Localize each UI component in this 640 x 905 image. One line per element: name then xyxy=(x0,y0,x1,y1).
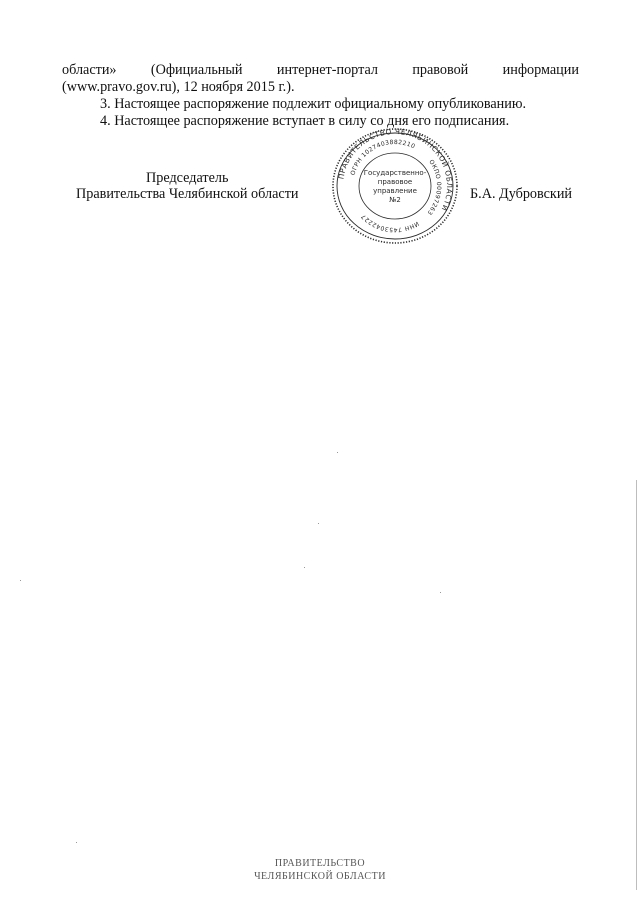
signature-name: Б.А. Дубровский xyxy=(470,186,573,202)
seal-ogrn-text: ОГРН 1027403882210 xyxy=(349,138,417,177)
scan-edge-line xyxy=(636,480,637,890)
scan-speck xyxy=(76,842,77,843)
footer-line-2: ЧЕЛЯБИНСКОЙ ОБЛАСТИ xyxy=(254,871,386,882)
seal-inn-text: ИНН 7453042227 xyxy=(359,212,420,234)
word-5: информации xyxy=(502,62,579,78)
item-4: 4. Настоящее распоряжение вступает в силу со дня его подписания. xyxy=(100,113,510,129)
seal-center-line-3: управление xyxy=(373,187,417,195)
seal-center-line-1: Государственно- xyxy=(363,169,427,177)
paragraph-1-line-1 xyxy=(62,62,579,79)
scan-speck xyxy=(318,523,319,524)
paragraph-1-line-2: (www.pravo.gov.ru), 12 ноября 2015 г.). xyxy=(62,79,295,95)
signature-title-line-1: Председатель xyxy=(146,170,229,186)
seal-okpo-text: ОКПО 00097263 xyxy=(425,158,443,217)
seal-center-line-4: №2 xyxy=(389,196,401,204)
scan-speck xyxy=(20,580,21,581)
word-2: (Официальный xyxy=(150,62,243,78)
seal-outer-text: ПРАВИТЕЛЬСТВО ЧЕЛЯБИНСКОЙ ОБЛАСТИ xyxy=(336,126,455,213)
scan-speck xyxy=(304,567,305,568)
scan-speck xyxy=(440,592,441,593)
seal-center-line-2: правовое xyxy=(377,178,413,186)
body-text xyxy=(62,62,579,130)
word-3: интернет-портал xyxy=(276,62,378,78)
official-seal-stamp xyxy=(326,126,464,246)
scan-speck xyxy=(337,452,338,453)
footer-line-1: ПРАВИТЕЛЬСТВО xyxy=(274,858,366,869)
item-3: 3. Настоящее распоряжение подлежит официальному опубликованию. xyxy=(100,96,527,112)
signature-title-line-2: Правительства Челябинской области xyxy=(76,186,299,202)
word-1: области» xyxy=(62,62,117,78)
word-4: правовой xyxy=(412,62,469,78)
